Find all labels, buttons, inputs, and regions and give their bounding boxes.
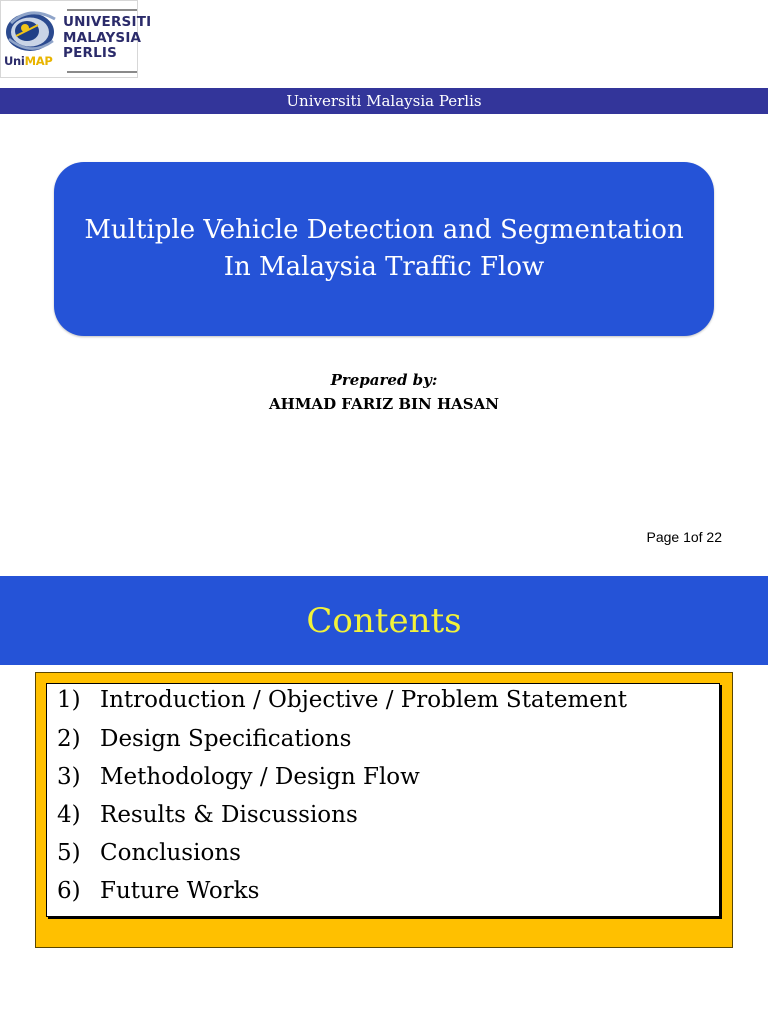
unimap-logo (0, 0, 152, 78)
logo-line-3: PERLIS (63, 45, 118, 61)
author-name: AHMAD FARIZ BIN HASAN (269, 395, 499, 413)
list-item-number: 3) (57, 764, 81, 790)
list-item-text: Conclusions (100, 840, 241, 866)
university-band: Universiti Malaysia Perlis (0, 88, 768, 114)
logo-line-1: UNIVERSITI (63, 14, 152, 30)
list-item-number: 5) (57, 840, 81, 866)
contents-header (0, 576, 768, 665)
logo-wordmark (63, 15, 151, 62)
title-line-1: Multiple Vehicle Detection and Segmentation (84, 215, 684, 245)
list-item-text: Future Works (100, 878, 260, 904)
logo-brand-map: MAP (24, 54, 53, 68)
list-item-number: 1) (57, 687, 81, 713)
title-line-2: In Malaysia Traffic Flow (223, 252, 545, 282)
logo-brand (4, 54, 52, 68)
page-indicator: Page 1of 22 (646, 529, 722, 545)
contents-list (46, 683, 720, 917)
list-item-number: 4) (57, 802, 81, 828)
logo-rule-bottom (67, 71, 137, 73)
list-item-text: Results & Discussions (100, 802, 358, 828)
contents-heading: Contents (306, 600, 462, 641)
logo-brand-uni: Uni (4, 54, 25, 68)
list-item-number: 6) (57, 878, 81, 904)
prepared-by-label: Prepared by: (330, 371, 438, 389)
list-item-text: Methodology / Design Flow (100, 764, 420, 790)
unimap-emblem-icon (3, 5, 63, 57)
list-item-number: 2) (57, 726, 81, 752)
slide-title (74, 212, 694, 286)
logo-line-2: MALAYSIA (63, 29, 142, 46)
logo-rule-top (67, 9, 137, 11)
list-item-text: Design Specifications (100, 726, 352, 752)
page-separator (0, 560, 768, 576)
title-box (54, 162, 714, 336)
list-item-text: Introduction / Objective / Problem Statement (100, 687, 627, 713)
